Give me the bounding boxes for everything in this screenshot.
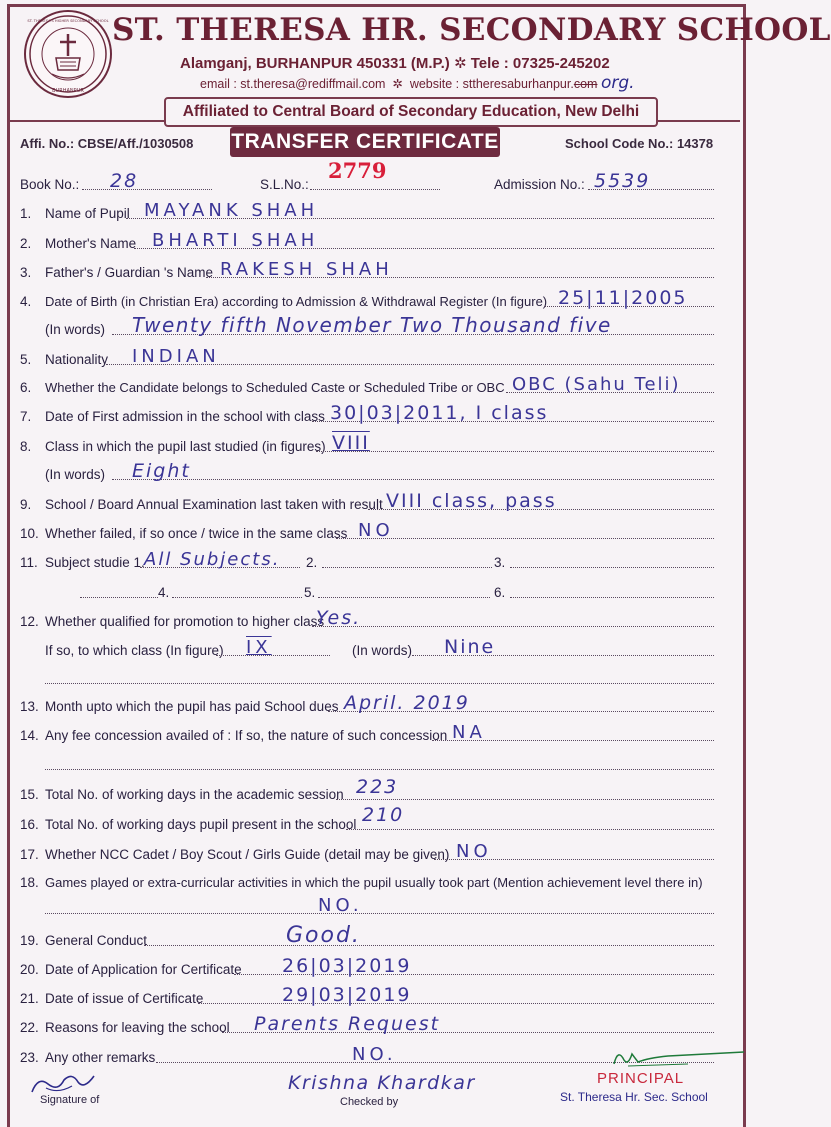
field-21-row	[20, 982, 714, 1008]
principal-label: PRINCIPAL	[597, 1070, 685, 1087]
field-11-number: 11.	[20, 555, 38, 570]
admission-no-value: 5539	[594, 170, 651, 192]
field-1-number: 1.	[20, 206, 32, 221]
field-2-label: Mother's Name	[45, 236, 137, 251]
field-11-line-5	[318, 597, 490, 598]
school-crest-icon	[26, 12, 110, 96]
field-12-class-value: IX	[246, 637, 272, 658]
field-16-label: Total No. of working days pupil present in the school	[45, 817, 357, 832]
school-address: Alamganj, BURHANPUR 450331 (M.P.) ✲ Tele : 07325-245202	[180, 55, 610, 72]
school-logo	[24, 10, 112, 98]
field-4-number: 4.	[20, 294, 32, 309]
field-7-label: Date of First admission in the school with class	[45, 409, 325, 424]
field-17-row	[20, 838, 714, 864]
field-22-number: 22.	[20, 1020, 39, 1035]
logo-text-top: ST. THERESA'S HIGHER SECONDARY SCHOOL	[27, 19, 109, 23]
principal-signature-icon	[608, 1044, 748, 1072]
sl-no-label: S.L.No.:	[260, 177, 309, 192]
field-8-line	[316, 451, 714, 452]
field-14-number: 14.	[20, 728, 39, 743]
signature-label: Signature of	[40, 1094, 100, 1106]
field-19-label: General Conduct	[45, 933, 148, 948]
field-19-row	[20, 924, 714, 950]
field-10-number: 10.	[20, 526, 39, 541]
field-14-value: NA	[452, 722, 486, 743]
field-4-value: 25|11|2005	[558, 287, 688, 309]
admission-no-label: Admission No.:	[494, 177, 585, 192]
website-handwritten-correction: org.	[600, 73, 635, 93]
field-23-value: NO.	[352, 1044, 397, 1065]
field-17-value: NO	[456, 841, 492, 862]
field-22-row	[20, 1011, 714, 1037]
field-12-class-line	[216, 655, 330, 656]
field-11-line-3	[510, 567, 714, 568]
field-16-value: 210	[362, 804, 405, 826]
field-12-row	[20, 605, 714, 631]
field-9-number: 9.	[20, 497, 32, 512]
field-3-label: Father's / Guardian 's Name	[45, 265, 213, 280]
field-16-line	[346, 829, 714, 830]
field-20-number: 20.	[20, 962, 39, 977]
field-13-row	[20, 690, 714, 716]
field-22-label: Reasons for leaving the school	[45, 1020, 230, 1035]
school-name: ST. THERESA HR. SECONDARY SCHOOL	[112, 12, 831, 48]
field-9-label: School / Board Annual Examination last taken with result	[45, 497, 383, 512]
field-5-value: INDIAN	[132, 346, 220, 367]
checked-by-label: Checked by	[340, 1096, 399, 1108]
field-8-value: VIII	[332, 432, 370, 454]
field-11-label: Subject studie 1.	[45, 555, 145, 570]
field-12-value: Yes.	[316, 607, 362, 629]
field-11-subject-2-label: 2.	[306, 555, 318, 570]
field-5-number: 5.	[20, 352, 32, 367]
logo-text-bottom: BURHANPUR	[52, 88, 84, 94]
field-11-row	[20, 546, 714, 572]
field-22-value: Parents Request	[254, 1013, 441, 1035]
field-11-line-4	[172, 597, 302, 598]
field-9-value: VIII class, pass	[386, 490, 557, 512]
field-21-label: Date of issue of Certificate	[45, 991, 204, 1006]
field-6-row	[20, 371, 714, 397]
field-15-row	[20, 778, 714, 804]
field-4-label: Date of Birth (in Christian Era) according to Admission & Withdrawal Register (In figure)	[45, 294, 548, 309]
field-6-value: OBC (Sahu Teli)	[512, 374, 681, 395]
field-12-class-row	[20, 634, 714, 660]
field-21-number: 21.	[20, 991, 39, 1006]
field-20-row	[20, 953, 714, 979]
field-8-row	[20, 430, 714, 456]
field-10-label: Whether failed, if so once / twice in the same class	[45, 526, 348, 541]
field-1-label: Name of Pupil	[45, 206, 130, 221]
field-11-subject-4-label: 4.	[158, 585, 170, 600]
field-19-line	[144, 945, 714, 946]
field-11-subject-6-label: 6.	[494, 585, 506, 600]
website-struck-text: com	[573, 77, 598, 91]
school-code: School Code No.: 14378	[565, 136, 714, 151]
field-11-row-2	[20, 576, 714, 602]
field-8-words-value: Eight	[132, 460, 191, 482]
field-18-value-row	[20, 892, 714, 918]
field-14-row	[20, 719, 714, 745]
certificate-title: TRANSFER CERTIFICATE	[230, 127, 500, 157]
field-18-number: 18.	[20, 875, 39, 890]
field-17-label: Whether NCC Cadet / Boy Scout / Girls Guide (detail may be given)	[45, 847, 450, 862]
field-19-value: Good.	[286, 923, 361, 948]
field-4-words-value: Twenty fifth November Two Thousand five	[132, 313, 612, 337]
field-11-line-pre4	[80, 597, 158, 598]
field-5-row	[20, 343, 714, 369]
field-12-extra-line	[45, 682, 714, 684]
field-11-subject-5-label: 5.	[304, 585, 316, 600]
field-1-value: MAYANK SHAH	[144, 200, 319, 221]
email-text: email : st.theresa@rediffmail.com	[200, 77, 386, 91]
field-11-line-6	[510, 597, 714, 598]
field-13-value: April. 2019	[344, 692, 470, 714]
field-3-value: RAKESH SHAH	[220, 259, 393, 280]
field-2-value: BHARTI SHAH	[152, 230, 319, 251]
field-6-number: 6.	[20, 380, 32, 395]
field-8-words-line	[112, 479, 714, 480]
field-6-label: Whether the Candidate belongs to Scheduled Caste or Scheduled Tribe or OBC	[45, 380, 505, 395]
field-21-line	[198, 1003, 714, 1004]
field-18-row	[20, 866, 714, 892]
field-9-row	[20, 488, 714, 514]
affiliation-banner: Affiliated to Central Board of Secondary Education, New Delhi	[164, 97, 658, 127]
field-12-words-value: Nine	[444, 636, 496, 658]
field-2-row	[20, 227, 714, 253]
field-11-value: All Subjects.	[144, 549, 281, 570]
book-no-value: 28	[110, 170, 139, 192]
field-4-words-row	[20, 313, 714, 339]
field-7-value: 30|03|2011, I class	[330, 402, 549, 424]
serial-number-stamp: 2779	[328, 158, 387, 183]
sl-no-line	[310, 189, 440, 190]
field-20-label: Date of Application for Certificate	[45, 962, 242, 977]
book-no-label: Book No.:	[20, 177, 80, 192]
field-1-row	[20, 197, 714, 223]
field-19-number: 19.	[20, 933, 39, 948]
field-11-line-2	[322, 567, 492, 568]
field-2-number: 2.	[20, 236, 32, 251]
field-5-label: Nationality	[45, 352, 109, 367]
field-13-number: 13.	[20, 699, 39, 714]
checked-by-signature: Krishna Khardkar	[288, 1072, 476, 1094]
field-15-value: 223	[356, 776, 399, 798]
field-23-label: Any other remarks	[45, 1050, 156, 1065]
field-7-number: 7.	[20, 409, 32, 424]
website-text: website : sttheresaburhanpur.	[409, 77, 574, 91]
principal-school-stamp: St. Theresa Hr. Sec. School	[560, 1090, 708, 1104]
field-12-number: 12.	[20, 614, 39, 629]
field-12-line	[312, 626, 714, 627]
book-number-row	[20, 168, 714, 194]
field-4-row	[20, 285, 714, 311]
field-8-words-label: (In words)	[45, 467, 106, 482]
field-4-words-label: (In words)	[45, 322, 106, 337]
field-15-label: Total No. of working days in the academic session	[45, 787, 344, 802]
school-contact	[200, 73, 635, 93]
field-14-label: Any fee concession availed of : If so, the nature of such concession	[45, 728, 448, 743]
affiliation-number: Affi. No.: CBSE/Aff./1030508	[20, 136, 194, 151]
field-12-class-label: If so, to which class (In figure)	[45, 643, 224, 658]
field-12-words-label: (In words)	[352, 643, 413, 658]
field-12-label: Whether qualified for promotion to higher class	[45, 614, 325, 629]
separator-icon: ✲	[392, 77, 403, 91]
field-17-number: 17.	[20, 847, 39, 862]
field-20-value: 26|03|2019	[282, 955, 412, 977]
field-15-number: 15.	[20, 787, 39, 802]
book-no-line	[82, 189, 212, 190]
field-21-value: 29|03|2019	[282, 984, 412, 1006]
field-14-extra-line	[45, 768, 714, 770]
field-18-label: Games played or extra-curricular activities in which the pupil usually took part (Mention achievement level there in)	[45, 875, 703, 890]
field-15-line	[336, 799, 714, 800]
field-18-value: NO.	[318, 895, 363, 916]
field-18-line	[45, 913, 714, 914]
field-16-row	[20, 804, 714, 834]
field-8-words-row	[20, 458, 714, 484]
field-8-label: Class in which the pupil last studied (in figures)	[45, 439, 326, 454]
field-10-row	[20, 517, 714, 543]
field-3-row	[20, 256, 714, 282]
field-8-number: 8.	[20, 439, 32, 454]
field-23-number: 23.	[20, 1050, 39, 1065]
field-13-label: Month upto which the pupil has paid School dues	[45, 699, 339, 714]
field-11-subject-3-label: 3.	[494, 555, 506, 570]
field-16-number: 16.	[20, 817, 39, 832]
field-7-row	[20, 400, 714, 426]
field-10-value: NO	[358, 520, 394, 541]
field-3-number: 3.	[20, 265, 32, 280]
